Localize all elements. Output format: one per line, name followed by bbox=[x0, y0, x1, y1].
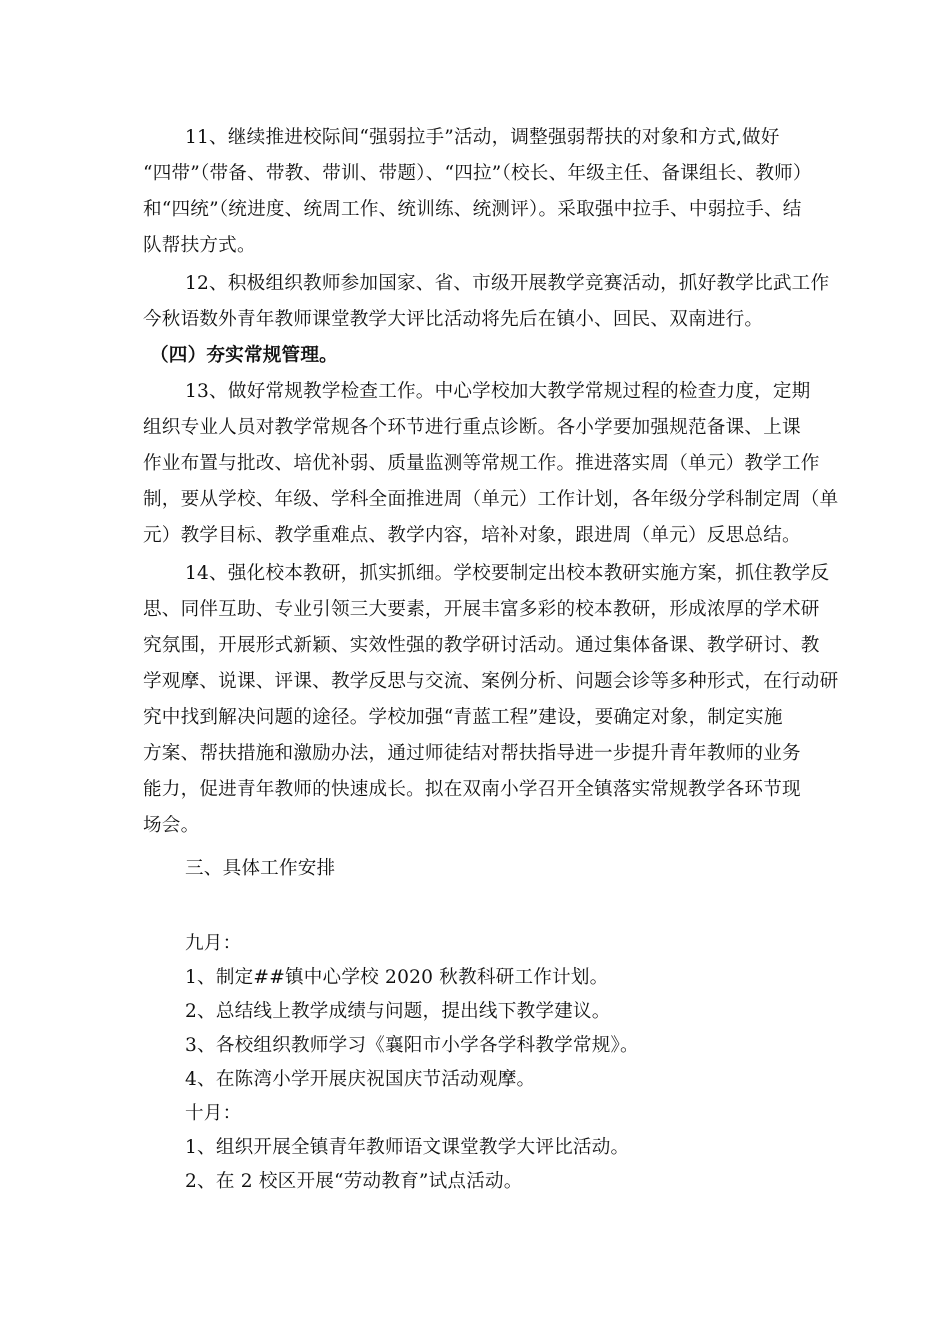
paragraph-11-line-3: 和“四统”（统进度、统周工作、统训练、统测评）。采取强中拉手、中弱拉手、结 bbox=[143, 199, 802, 220]
paragraph-13-line-3: 作业布置与批改、培优补弱、质量监测等常规工作。推进落实周（单元）教学工作 bbox=[143, 453, 820, 474]
paragraph-14-line-8: 场会。 bbox=[143, 815, 200, 836]
paragraph-13-line-5: 元）教学目标、教学重难点、教学内容，培补对象，跟进周（单元）反思总结。 bbox=[143, 525, 801, 546]
paragraph-11-line-4: 队帮扶方式。 bbox=[143, 235, 256, 256]
paragraph-12-line-2: 今秋语数外青年教师课堂教学大评比活动将先后在镇小、回民、双南进行。 bbox=[143, 309, 764, 330]
month-october-heading: 十月： bbox=[185, 1103, 242, 1124]
september-item-2: 2、总结线上教学成绩与问题，提出线下教学建议。 bbox=[185, 1001, 611, 1022]
section-heading-3: 三、具体工作安排 bbox=[185, 858, 336, 879]
paragraph-14-line-7: 能力，促进青年教师的快速成长。拟在双南小学召开全镇落实常规教学各环节现 bbox=[143, 779, 801, 800]
september-item-4: 4、在陈湾小学开展庆祝国庆节活动观摩。 bbox=[185, 1069, 536, 1090]
paragraph-13-line-1: 13、做好常规教学检查工作。中心学校加大教学常规过程的检查力度，定期 bbox=[185, 381, 811, 402]
paragraph-14-line-6: 方案、帮扶措施和激励办法，通过师徒结对帮扶指导进一步提升青年教师的业务 bbox=[143, 743, 801, 764]
paragraph-12-line-1: 12、积极组织教师参加国家、省、市级开展教学竞赛活动，抓好教学比武工作 bbox=[185, 273, 830, 294]
october-item-1: 1、组织开展全镇青年教师语文课堂教学大评比活动。 bbox=[185, 1137, 630, 1158]
month-september-heading: 九月： bbox=[185, 933, 242, 954]
section-heading-4: （四）夯实常规管理。 bbox=[150, 345, 338, 366]
paragraph-14-line-4: 学观摩、说课、评课、教学反思与交流、案例分析、问题会诊等多种形式，在行动研 bbox=[143, 671, 839, 692]
paragraph-13-line-4: 制，要从学校、年级、学科全面推进周（单元）工作计划，各年级分学科制定周（单 bbox=[143, 489, 839, 510]
october-item-2: 2、在 2 校区开展“劳动教育”试点活动。 bbox=[185, 1171, 523, 1192]
september-item-3: 3、各校组织教师学习《襄阳市小学各学科教学常规》。 bbox=[185, 1035, 639, 1056]
paragraph-13-line-2: 组织专业人员对教学常规各个环节进行重点诊断。各小学要加强规范备课、上课 bbox=[143, 417, 801, 438]
paragraph-14-line-1: 14、强化校本教研，抓实抓细。学校要制定出校本教研实施方案，抓住教学反 bbox=[185, 563, 830, 584]
paragraph-14-line-3: 究氛围，开展形式新颖、实效性强的教学研讨活动。通过集体备课、教学研讨、教 bbox=[143, 635, 820, 656]
september-item-1: 1、制定##镇中心学校 2020 秋教科研工作计划。 bbox=[185, 967, 609, 988]
paragraph-11-line-1: 11、继续推进校际间“强弱拉手”活动，调整强弱帮扶的对象和方式,做好 bbox=[185, 127, 780, 148]
paragraph-14-line-2: 思、同伴互助、专业引领三大要素，开展丰富多彩的校本教研，形成浓厚的学术研 bbox=[143, 599, 820, 620]
paragraph-11-line-2: “四带”（带备、带教、带训、带题）、“四拉”（校长、年级主任、备课组长、教师） bbox=[143, 163, 812, 184]
paragraph-14-line-5: 究中找到解决问题的途径。学校加强“青蓝工程”建设，要确定对象，制定实施 bbox=[143, 707, 783, 728]
